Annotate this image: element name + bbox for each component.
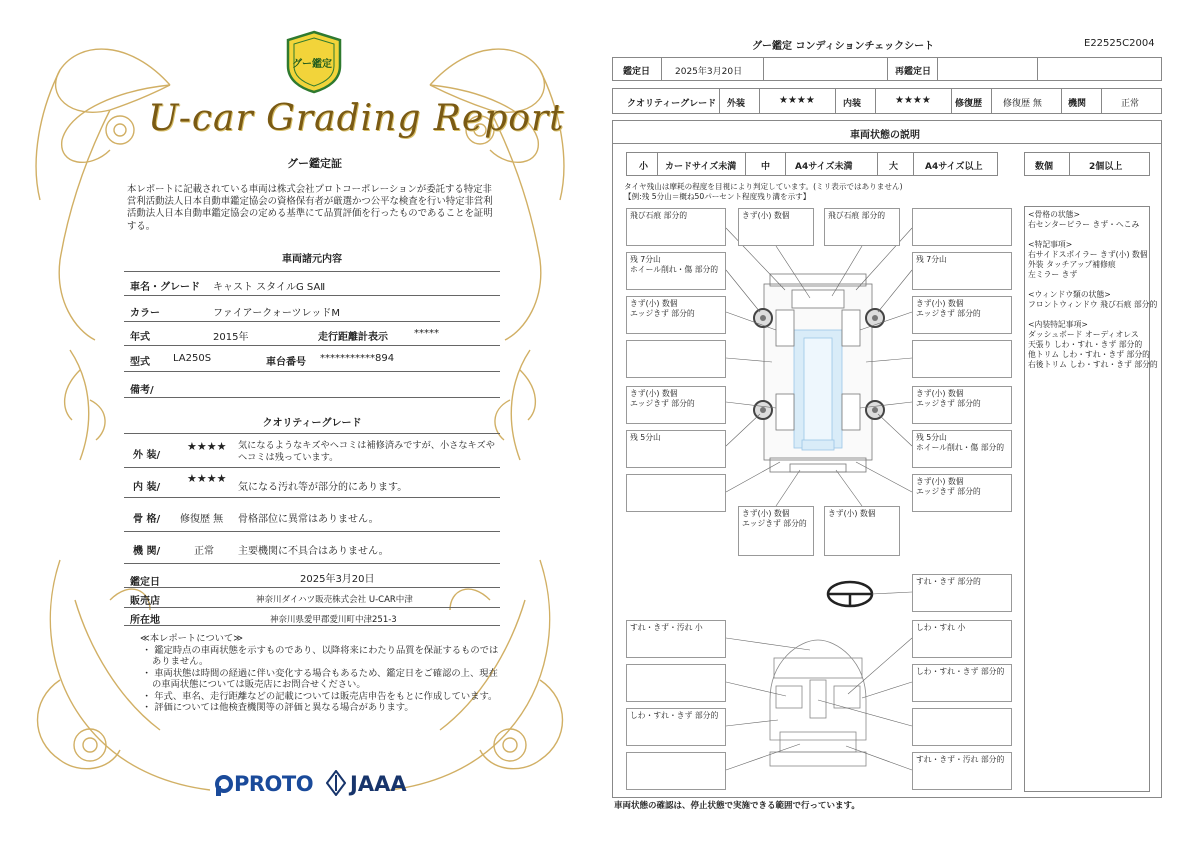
- side-note-interior: <内装特記事項> ダッシュボード オーディオレス 天張り しわ・すれ・きず 部分的 他トリム しわ・すれ・きず 部分的 右後トリム しわ・すれ・きず 部分的: [1028, 320, 1158, 369]
- report-notes: [140, 633, 500, 714]
- quality-exterior-stars: ★★★★: [187, 440, 227, 453]
- spec-year-value: 2015年: [213, 332, 249, 343]
- note-box-interior-left-3: しわ・すれ・きず 部分的: [626, 708, 726, 746]
- specs-title-underline: [124, 258, 500, 272]
- note-box-steering: すれ・きず 部分的: [912, 574, 1012, 612]
- spec-row-remarks: [124, 372, 500, 398]
- side-note-windows: <ウィンドウ類の状態> フロントウィンドウ 飛び石痕 部分的: [1028, 290, 1158, 309]
- spec-color-label: カラー: [130, 308, 160, 319]
- proto-logo-icon: [214, 774, 234, 796]
- state-title: 車両状態の説明: [850, 130, 920, 141]
- note-item: ・ 鑑定時点の車両状態を示すものであり、以降将来にわたり品質を保証するものではありません。: [142, 644, 499, 667]
- sheet-recheck-label: 再鑑定日: [895, 67, 932, 77]
- condition-sheet-panel: [600, 0, 1200, 848]
- note-box-interior-right-2: しわ・すれ・きず 部分的: [912, 664, 1012, 702]
- badge-text: グー鑑定: [292, 59, 332, 70]
- note-box-front-center-right: 飛び石痕 部分的: [824, 208, 900, 246]
- sheet-ext-label: 外装: [727, 99, 746, 109]
- specs-title: 車両諸元内容: [282, 254, 342, 265]
- note-box-interior-right-4: すれ・きず・汚れ 部分的: [912, 752, 1012, 790]
- certificate-heading: グー鑑定証: [287, 157, 342, 170]
- spec-row-year: [124, 322, 500, 346]
- spec-name-value: キャスト スタイルG SAⅡ: [213, 282, 326, 293]
- size-legend: [626, 152, 998, 176]
- quality-engine-label: 機 関/: [133, 546, 161, 557]
- script-title: U-car Grading Report: [148, 98, 565, 139]
- note-box-right-front-door: [912, 340, 1012, 378]
- sheet-title: グー鑑定 コンディションチェックシート: [752, 41, 935, 52]
- sheet-code: E22525C2004: [1084, 38, 1155, 49]
- note-box-interior-right-1: しわ・すれ 小: [912, 620, 1012, 658]
- count-legend: [1024, 152, 1150, 176]
- shop-value: 神奈川ダイハツ販売株式会社 U-CAR中津: [256, 595, 413, 605]
- note-box-right-front-fender: きず(小) 数個 エッジきず 部分的: [912, 296, 1012, 334]
- date-table: [612, 57, 1162, 81]
- spec-year-label: 年式: [130, 332, 150, 343]
- note-box-front-center-left: きず(小) 数個: [738, 208, 814, 246]
- tire-note-2: 【例:残 5分山＝概ね50パーセント程度残り溝を示す】: [624, 192, 811, 201]
- note-box-left-rear: [626, 474, 726, 512]
- notes-title: ≪本レポートについて≫: [140, 633, 243, 644]
- note-box-front-right: [912, 208, 1012, 246]
- spec-model-label: 型式: [130, 357, 150, 368]
- spec-mileage-label: 走行距離計表示: [318, 332, 388, 343]
- note-box-right-rear: きず(小) 数個 エッジきず 部分的: [912, 474, 1012, 512]
- quality-frame-value: 修復歴 無: [180, 514, 224, 525]
- legend-large: 大: [889, 162, 899, 172]
- certificate-body: 本レポートに記載されている車両は株式会社プロトコーポレーションが委託する特定非営利活動法人日本自動車鑑定協会の資格保有者が厳選かつ公平な検査を行い特定非営利活動法人日本自動車鑑定協会の定める基準にて品質評価を行ったものであることを証明する。: [127, 184, 493, 232]
- tire-note-1: タイヤ残山は摩耗の程度を目視により判定しています。(ミリ表示ではありません): [624, 182, 903, 191]
- legend-mid: 中: [761, 162, 771, 172]
- note-box-interior-left-1: すれ・きず・汚れ 小: [626, 620, 726, 658]
- date-label: 鑑定日: [130, 577, 160, 588]
- note-box-right-rear-door: きず(小) 数個 エッジきず 部分的: [912, 386, 1012, 424]
- note-box-rear-center-right: きず(小) 数個: [824, 506, 900, 556]
- sheet-date-value: 2025年3月20日: [675, 67, 743, 77]
- quality-interior-label: 内 装/: [133, 482, 161, 493]
- note-box-front-left: 飛び石痕 部分的: [626, 208, 726, 246]
- quality-engine-value: 正常: [194, 546, 214, 557]
- note-box-left-rear-door: きず(小) 数個 エッジきず 部分的: [626, 386, 726, 424]
- legend-mid-desc: A4サイズ未満: [795, 162, 853, 172]
- spec-chassis-value: ***********894: [320, 353, 395, 364]
- note-box-right-front-tire: 残 7分山: [912, 252, 1012, 290]
- legend-count-desc: 2個以上: [1089, 162, 1123, 172]
- quality-title: クオリティーグレード: [262, 418, 362, 429]
- note-box-right-rear-tire: 残 5分山 ホイール削れ・傷 部分的: [912, 430, 1012, 468]
- side-note-special: <特記事項> 右サイドスポイラー きず(小) 数個 外装 タッチアップ補修痕 左ミラー きず: [1028, 240, 1148, 279]
- sheet-repair-label: 修復歴: [955, 99, 983, 109]
- quality-frame-text: 骨格部位に異常はありません。: [238, 514, 379, 525]
- legend-small: 小: [639, 162, 649, 172]
- spec-model-value: LA250S: [173, 353, 212, 364]
- shop-label: 販売店: [130, 596, 160, 607]
- address-value: 神奈川県愛甲郡愛川町中津251-3: [270, 615, 397, 625]
- note-box-interior-left-4: [626, 752, 726, 790]
- sheet-grade-label: クオリティーグレード: [627, 99, 717, 109]
- spec-name-label: 車名・グレード: [130, 282, 200, 293]
- grade-table: [612, 88, 1162, 114]
- quality-interior-text: 気になる汚れ等が部分的にあります。: [238, 482, 408, 493]
- legend-small-desc: カードサイズ未満: [665, 162, 737, 172]
- spec-remarks-label: 備考/: [130, 385, 154, 396]
- side-notes: [1028, 210, 1160, 380]
- note-box-interior-left-2: [626, 664, 726, 702]
- note-box-interior-right-3: [912, 708, 1012, 746]
- spec-color-value: ファイアークォーツレッドM: [213, 308, 341, 319]
- sheet-ext-stars: ★★★★: [779, 95, 815, 106]
- note-box-left-front-door: [626, 340, 726, 378]
- quality-engine-text: 主要機関に不具合はありません。: [238, 546, 389, 557]
- sheet-engine-value: 正常: [1121, 99, 1140, 109]
- sheet-repair-value: 修復歴 無: [1003, 99, 1042, 109]
- quality-exterior-text: 気になるようなキズやヘコミは補修済みですが、小さなキズやヘコミは残っています。: [238, 440, 495, 463]
- spec-chassis-label: 車台番号: [266, 357, 306, 368]
- jaaa-logo-icon: [326, 770, 346, 796]
- sheet-footer: 車両状態の確認は、停止状態で実施できる範囲で行っています。: [614, 801, 860, 811]
- legend-large-desc: A4サイズ以上: [925, 162, 983, 172]
- jaaa-logo-text: JAAA: [350, 772, 407, 796]
- note-item: ・ 車両状態は時間の経過に伴い変化する場合もあるため、鑑定日をご確認の上、現在の車両状態については販売店にお問合せください。: [142, 667, 498, 690]
- note-item: ・ 評価については他検査機関等の評価と異なる場合があります。: [142, 702, 414, 713]
- quality-frame-label: 骨 格/: [133, 514, 161, 525]
- legend-count: 数個: [1035, 162, 1054, 172]
- sheet-int-label: 内装: [843, 99, 862, 109]
- sheet-date-label: 鑑定日: [623, 67, 651, 77]
- note-item: ・ 年式、車名、走行距離などの記載については販売店申告をもとに作成しています。: [142, 690, 498, 702]
- note-box-rear-center-left: きず(小) 数個 エッジきず 部分的: [738, 506, 814, 556]
- quality-interior-stars: ★★★★: [187, 472, 227, 485]
- note-box-left-rear-tire: 残 5分山: [626, 430, 726, 468]
- address-label: 所在地: [130, 615, 160, 626]
- side-note-frame: <骨格の状態> 右センターピラー きず・へこみ: [1028, 210, 1140, 229]
- sheet-engine-label: 機関: [1068, 99, 1087, 109]
- quality-title-underline: [124, 408, 500, 434]
- date-value: 2025年3月20日: [300, 574, 375, 585]
- note-box-left-front-fender: きず(小) 数個 エッジきず 部分的: [626, 296, 726, 334]
- proto-logo-text: PROTO: [234, 772, 314, 796]
- note-box-left-front-tire: 残 7分山 ホイール削れ・傷 部分的: [626, 252, 726, 290]
- quality-exterior-label: 外 装/: [133, 450, 161, 461]
- spec-mileage-value: *****: [414, 328, 439, 339]
- sheet-int-stars: ★★★★: [895, 95, 931, 106]
